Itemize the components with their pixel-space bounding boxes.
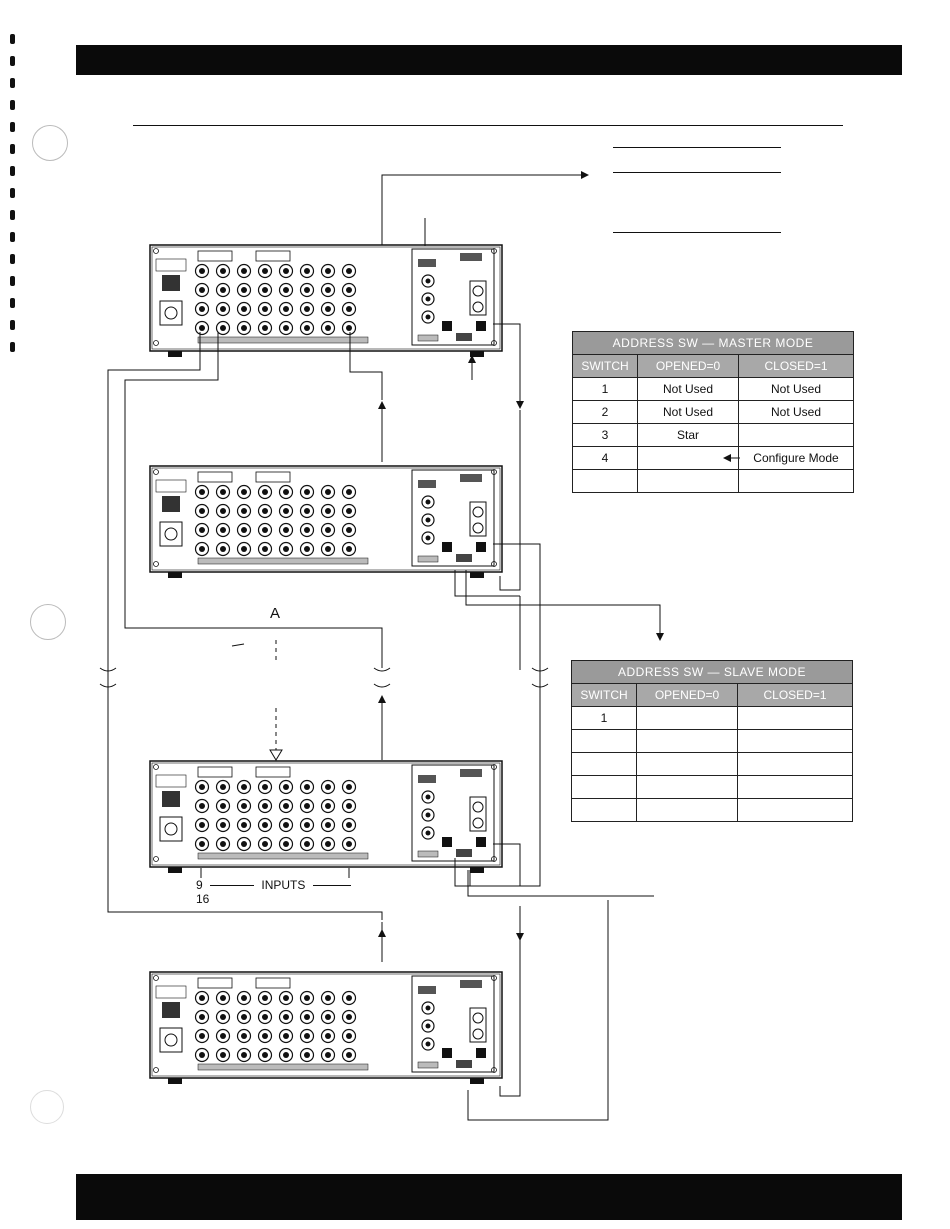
table-cell [573,470,638,493]
table-cell [738,707,853,730]
table-cell: 1 [573,378,638,401]
slave-col-opened: OPENED=0 [637,684,738,707]
table-cell [637,753,738,776]
table-row [573,447,854,470]
switcher-rear-panel [150,245,502,357]
table-cell [637,799,738,822]
table-cell: 3 [573,424,638,447]
table-cell [572,799,637,822]
table-cell: 4 [573,447,638,470]
master-col-closed: CLOSED=1 [739,355,854,378]
table-row [572,753,853,776]
slave-table-title: ADDRESS SW — SLAVE MODE [572,661,853,684]
table-row [572,730,853,753]
table-cell [738,799,853,822]
table-row [573,424,854,447]
table-cell: Configure Mode [739,447,854,470]
master-mode-table [572,331,854,493]
table-cell [738,753,853,776]
table-cell [739,470,854,493]
slave-col-closed: CLOSED=1 [738,684,853,707]
master-col-switch: SWITCH [573,355,638,378]
marker-a-label: A [270,605,281,622]
switcher-rear-panel [150,761,502,873]
table-cell: Not Used [638,401,739,424]
table-cell [572,730,637,753]
table-cell [572,776,637,799]
table-row [572,707,853,730]
table-row [573,470,854,493]
table-cell: Star [638,424,739,447]
table-row [573,401,854,424]
master-table-title: ADDRESS SW — MASTER MODE [573,332,854,355]
table-cell [638,470,739,493]
switcher-rear-panel [150,466,502,578]
table-cell: Not Used [638,378,739,401]
inputs-start: 9 [196,878,203,892]
table-row [572,776,853,799]
switcher-rear-panel [150,972,502,1084]
slave-mode-table [571,660,853,822]
inputs-dash-left [210,885,254,886]
table-cell [637,707,738,730]
table-row [572,799,853,822]
table-cell [637,776,738,799]
table-cell: 2 [573,401,638,424]
table-cell [572,753,637,776]
table-cell [739,424,854,447]
table-cell [638,447,739,470]
inputs-range-label [196,878,366,906]
table-cell [738,776,853,799]
table-cell [637,730,738,753]
master-col-opened: OPENED=0 [638,355,739,378]
table-cell: Not Used [739,401,854,424]
table-cell [738,730,853,753]
slave-col-switch: SWITCH [572,684,637,707]
inputs-end: 16 [196,892,210,906]
table-cell: Not Used [739,378,854,401]
table-cell: 1 [572,707,637,730]
inputs-text: INPUTS [261,878,306,892]
inputs-dash-right [313,885,351,886]
table-row [573,378,854,401]
